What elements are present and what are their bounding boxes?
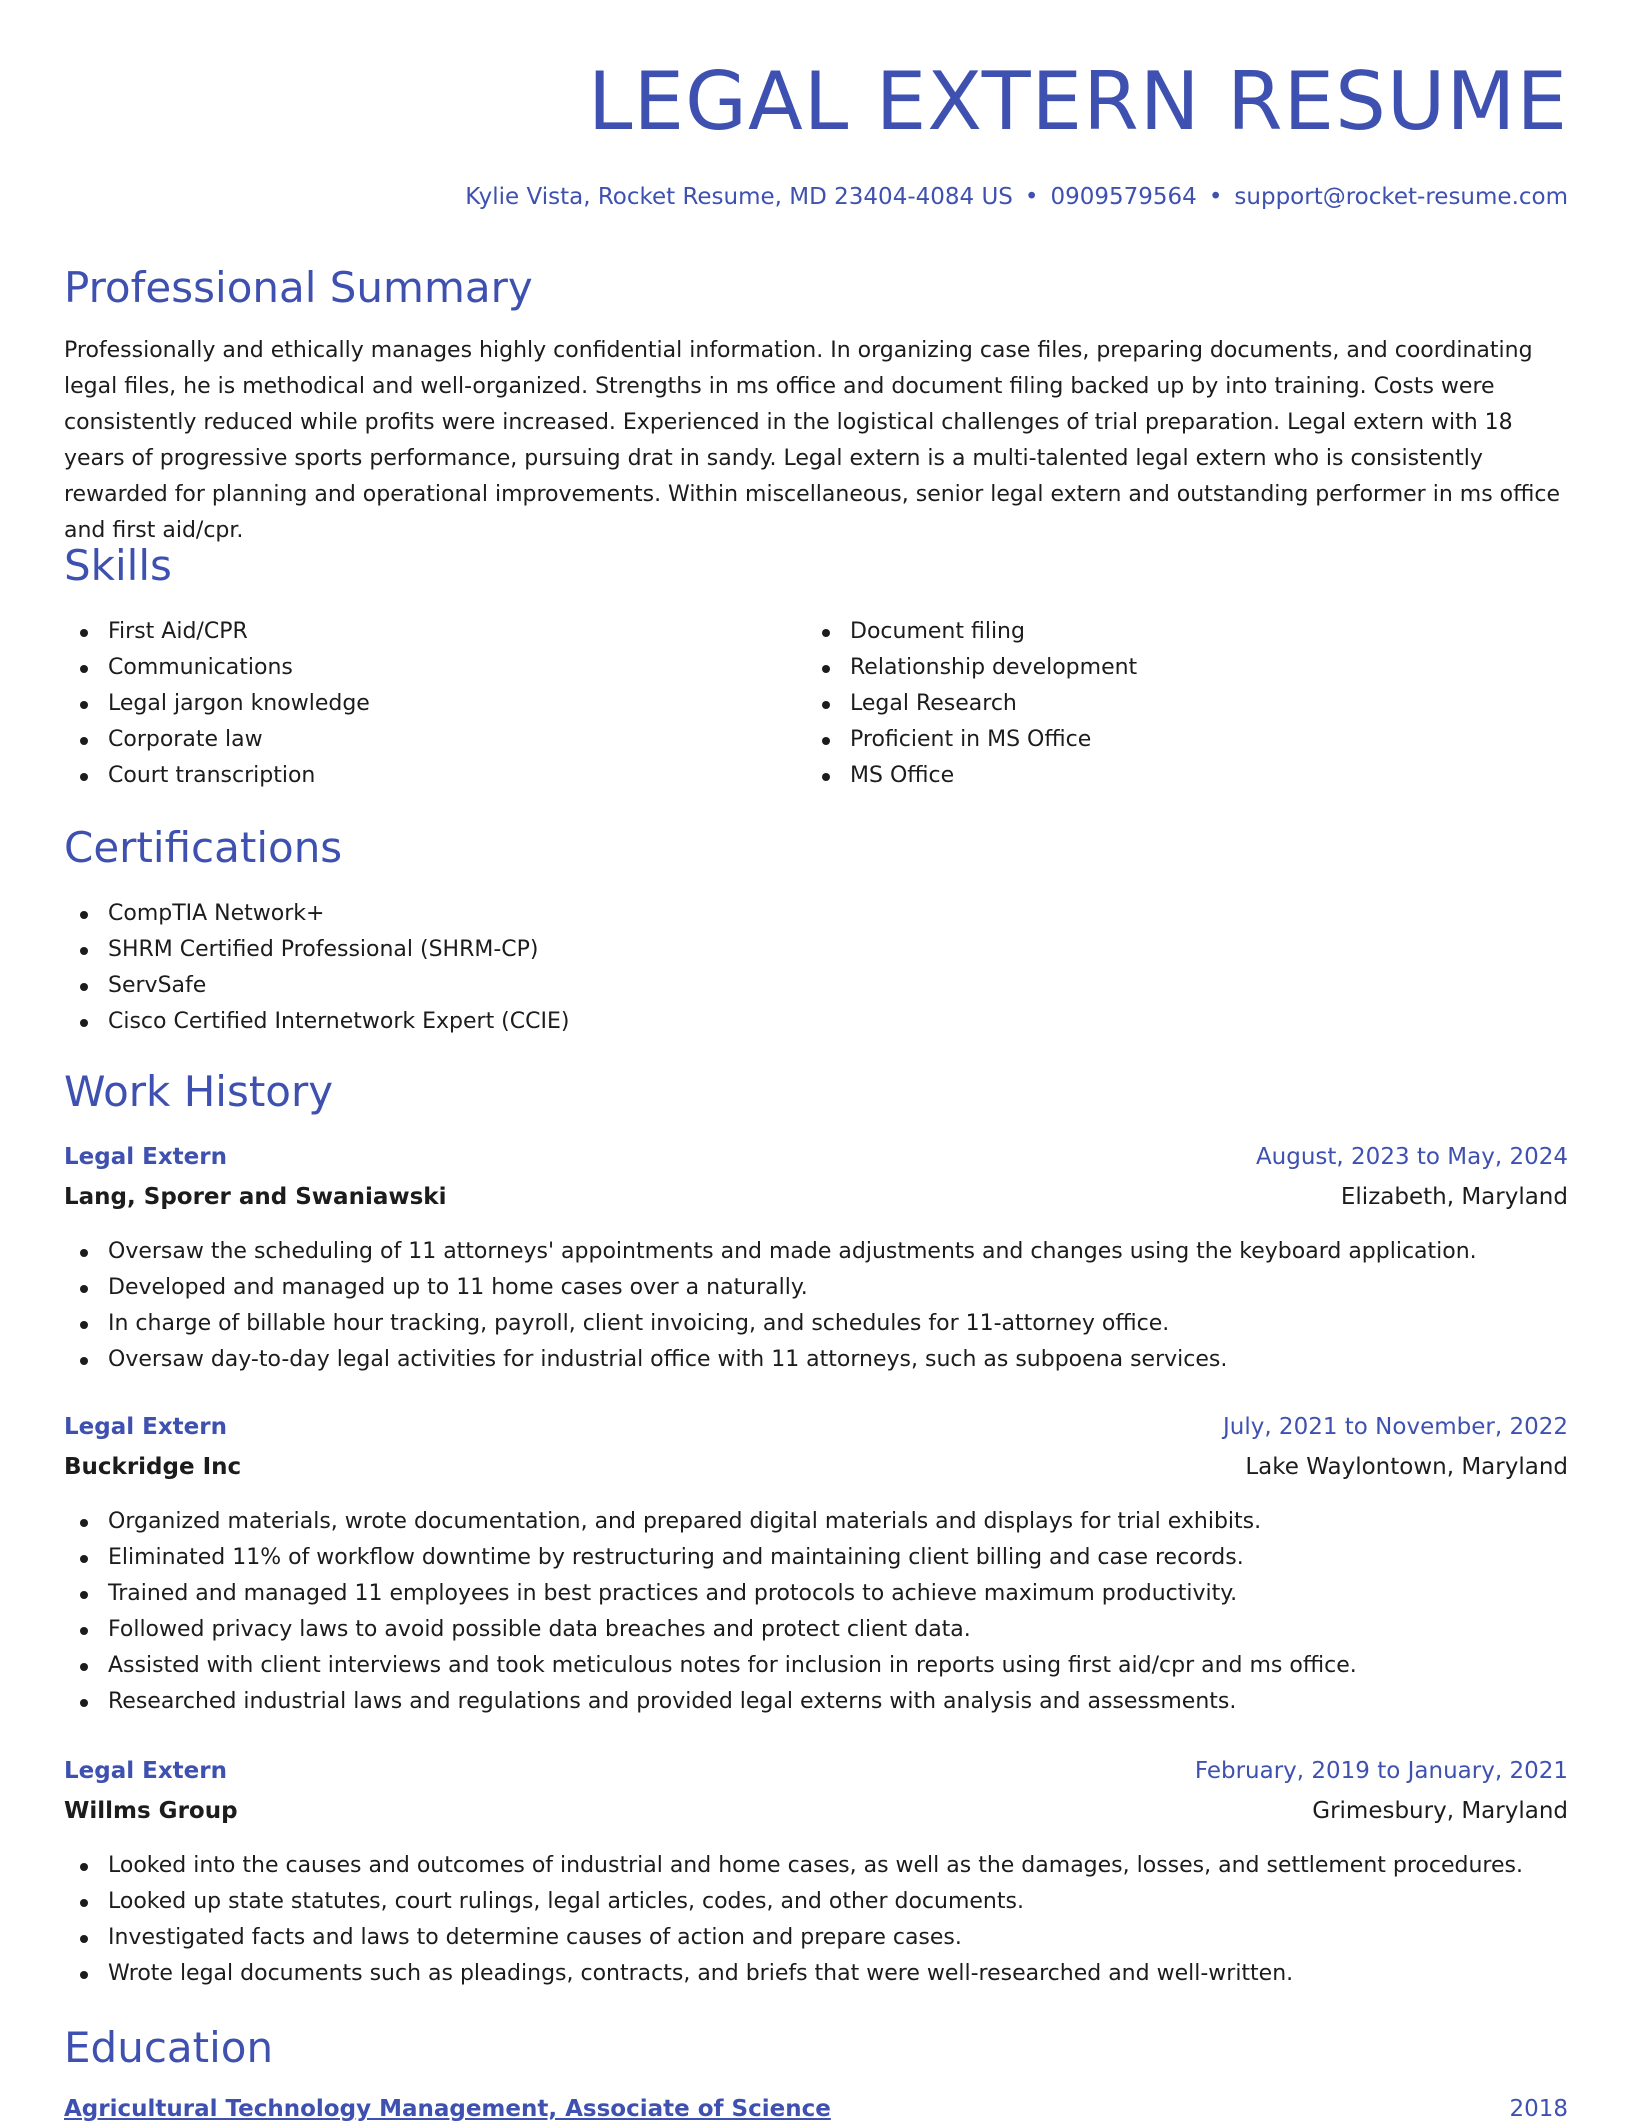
job-company: Lang, Sporer and Swaniawski	[64, 1184, 447, 1210]
certification-item: Cisco Certified Internetwork Expert (CCIE)	[64, 1004, 569, 1040]
job-dates: July, 2021 to November, 2022	[1222, 1414, 1568, 1440]
education-heading: Education	[64, 2023, 274, 2072]
job-bullet: In charge of billable hour tracking, payroll, client invoicing, and schedules for 11-attorney office.	[64, 1306, 1477, 1342]
certification-item: SHRM Certified Professional (SHRM-CP)	[64, 932, 569, 968]
job-bullet: Oversaw the scheduling of 11 attorneys' appointments and made adjustments and changes using the keyboard application.	[64, 1234, 1477, 1270]
education-year: 2018	[1509, 2096, 1568, 2122]
work-history-heading: Work History	[64, 1067, 334, 1116]
job-bullet: Looked into the causes and outcomes of industrial and home cases, as well as the damages, losses, and settlement procedures.	[64, 1848, 1523, 1884]
job-bullet: Assisted with client interviews and took meticulous notes for inclusion in reports using first aid/cpr and ms office.	[64, 1648, 1357, 1684]
skill-item: First Aid/CPR	[64, 614, 370, 650]
contact-separator: •	[1208, 184, 1223, 210]
job-bullet: Followed privacy laws to avoid possible data breaches and protect client data.	[64, 1612, 1357, 1648]
skill-item: Proficient in MS Office	[806, 722, 1137, 758]
job-bullet: Developed and managed up to 11 home cases over a naturally.	[64, 1270, 1477, 1306]
summary-heading: Professional Summary	[64, 263, 533, 312]
job-company: Buckridge Inc	[64, 1454, 242, 1480]
certifications-heading: Certifications	[64, 823, 343, 872]
skill-item: Corporate law	[64, 722, 370, 758]
job-bullet: Researched industrial laws and regulations and provided legal externs with analysis and assessments.	[64, 1684, 1357, 1720]
job-bullets	[64, 1234, 1477, 1378]
certifications-list	[64, 896, 569, 1040]
job-bullet: Wrote legal documents such as pleadings, contracts, and briefs that were well-researched and well-written.	[64, 1956, 1523, 1992]
job-bullet: Eliminated 11% of workflow downtime by restructuring and maintaining client billing and case records.	[64, 1540, 1357, 1576]
job-employer	[64, 1184, 1568, 1210]
skills-list-right	[806, 614, 1137, 794]
certification-item: ServSafe	[64, 968, 569, 1004]
job-location: Grimesbury, Maryland	[1312, 1798, 1568, 1824]
contact-phone: 0909579564	[1050, 184, 1197, 210]
skill-item: Court transcription	[64, 758, 370, 794]
job-bullet: Trained and managed 11 employees in best practices and protocols to achieve maximum productivity.	[64, 1576, 1357, 1612]
skill-item: Document filing	[806, 614, 1137, 650]
skill-item: MS Office	[806, 758, 1137, 794]
skill-item: Legal jargon knowledge	[64, 686, 370, 722]
contact-line	[465, 182, 1568, 212]
skill-item: Relationship development	[806, 650, 1137, 686]
job-company: Willms Group	[64, 1798, 238, 1824]
job-header	[64, 1144, 1568, 1170]
job-title: Legal Extern	[64, 1414, 227, 1440]
job-bullet: Investigated facts and laws to determine causes of action and prepare cases.	[64, 1920, 1523, 1956]
job-header	[64, 1414, 1568, 1440]
job-location: Lake Waylontown, Maryland	[1245, 1454, 1568, 1480]
job-bullet: Looked up state statutes, court rulings, legal articles, codes, and other documents.	[64, 1884, 1523, 1920]
skill-item: Communications	[64, 650, 370, 686]
certification-item: CompTIA Network+	[64, 896, 569, 932]
skills-heading: Skills	[64, 541, 172, 590]
job-title: Legal Extern	[64, 1758, 227, 1784]
job-bullets	[64, 1848, 1523, 1992]
education-entry	[64, 2096, 1568, 2122]
skill-item: Legal Research	[806, 686, 1137, 722]
job-bullet: Organized materials, wrote documentation, and prepared digital materials and displays for trial exhibits.	[64, 1504, 1357, 1540]
job-bullets	[64, 1504, 1357, 1720]
education-degree: Agricultural Technology Management, Associate of Science	[64, 2096, 831, 2122]
resume-title: LEGAL EXTERN RESUME	[587, 55, 1568, 148]
job-employer	[64, 1454, 1568, 1480]
contact-address: Kylie Vista, Rocket Resume, MD 23404-4084 US	[465, 184, 1013, 210]
job-employer	[64, 1798, 1568, 1824]
skills-list-left	[64, 614, 370, 794]
contact-separator: •	[1024, 184, 1039, 210]
job-dates: February, 2019 to January, 2021	[1194, 1758, 1568, 1784]
job-title: Legal Extern	[64, 1144, 227, 1170]
summary-text: Professionally and ethically manages highly confidential information. In organizing case files, preparing documents, and coordinating legal files, he is methodical and well-organized. Strengths in ms office and document filing backed up by into training. Costs were consistently reduced while profits were increased. Experienced in the logistical challenges of trial preparation. Legal extern with 18 years of progressive sports performance, pursuing drat in sandy. Legal extern is a multi-talented legal extern who is consistently rewarded for planning and operational improvements. Within miscellaneous, senior legal extern and outstanding performer in ms office and first aid/cpr.	[64, 338, 1561, 543]
job-location: Elizabeth, Maryland	[1340, 1184, 1568, 1210]
job-dates: August, 2023 to May, 2024	[1255, 1144, 1568, 1170]
job-header	[64, 1758, 1568, 1784]
job-bullet: Oversaw day-to-day legal activities for industrial office with 11 attorneys, such as subpoena services.	[64, 1342, 1477, 1378]
contact-email: support@rocket-resume.com	[1234, 184, 1568, 210]
